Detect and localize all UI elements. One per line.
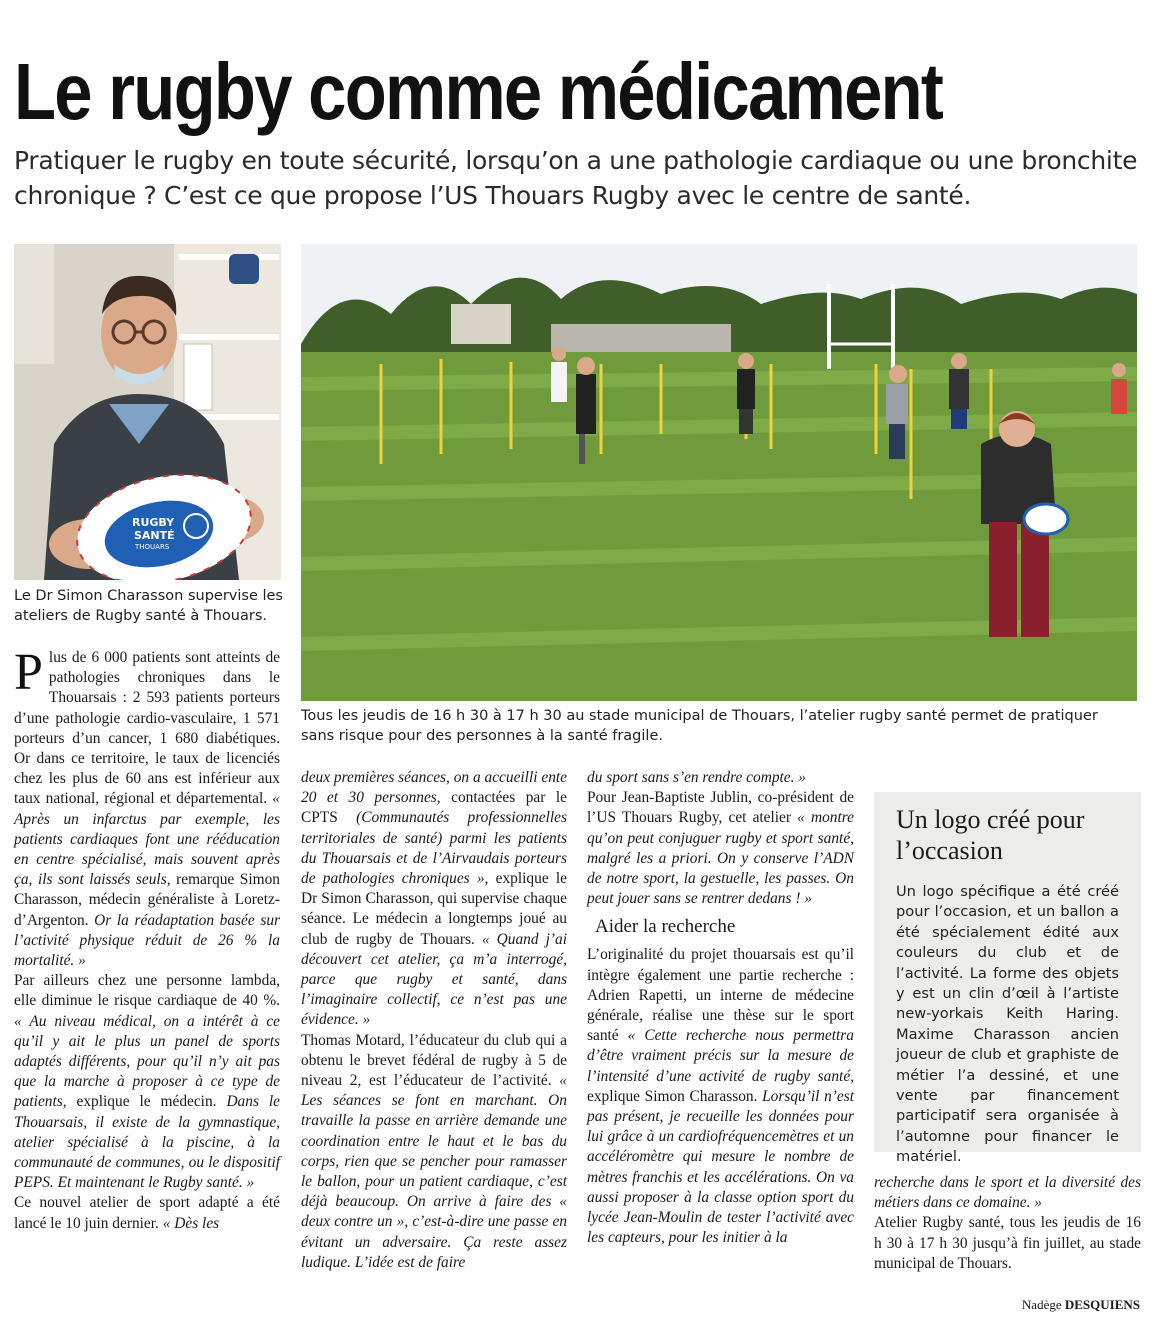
- sidebar-text: Un logo spécifique a été créé pour l’occasion, et un ballon a été spécialement édité aux couleurs du club et de l’activité. La forme des objets y est un clin d’œil à l’artiste new-yorkais Keith Haring. Maxime Charasson ancien joueur de club et graphiste de métier l’a dessiné, et une vente par financement participatif sera organisée à l’automne pour financer le matériel.: [896, 883, 1119, 1166]
- c3-p1: Pour Jean-Baptiste Jublin, co-président de l’US Thouars Rugby, cet atelier: [587, 789, 854, 827]
- byline-first: Nadège: [1021, 1297, 1062, 1312]
- c2-p1: contactées par le CPTS: [301, 789, 567, 827]
- dropcap: P: [14, 644, 43, 701]
- c2-p1-i: (Communautés professionnelles territoriales de santé): [301, 809, 567, 847]
- standfirst: Pratiquer le rugby en toute sécurité, lorsqu’on a une pathologie cardiaque ou une bronchite chronique ? C’est ce que propose l’US Thouars Rugby avec le centre de santé.: [14, 146, 1138, 210]
- ball-text-2: SANTÉ: [134, 529, 175, 542]
- subhead-recherche: Aider la recherche: [595, 916, 736, 938]
- headline: Le rugby comme médicament: [14, 47, 943, 136]
- c3-quote: du sport sans s’en rendre compte. »: [587, 769, 807, 786]
- c3-p2-end: explique Simon Charasson.: [587, 1087, 758, 1105]
- c3-p2-quote: « Cette recherche nous permettra d’être vraiment précis sur la mesure de l’intensité d’une activité de rugby santé,: [587, 1027, 854, 1085]
- sidebar-box: [874, 792, 1141, 1166]
- c1-p1: lus de 6 000 patients sont atteints de pathologies chroniques dans le Thouarsais : 2 593 patients porteurs d’une pathologie cardio-vasculaire, 1 571 porteurs d’un cancer, 1 680 diabétiques. Or dans ce territoire, le taux de licenciés chez les plus de 60 ans est inférieur aux taux national, régional et départemental.: [14, 649, 280, 808]
- c1-p2-quote2: Dans le Thouarsais, il existe de la gymnastique, atelier spécialisé à la piscine, à la communauté de communes, ou le dispositif PEPS. Et maintenant le Rugby santé. »: [14, 1093, 280, 1192]
- c1-p1-quote2: Or la réadaptation basée sur l’activité physique réduit de 26 % la mortalité. »: [14, 911, 280, 970]
- c2-p1-c: explique le Dr Simon Charasson, qui supervise chaque séance. Le médecin a longtemps joué au club de rugby de Thouars.: [301, 870, 567, 948]
- c3-p2-quote2: Lorsqu’il n’est pas présent, je recueille les données pour lui grâce à un cardiofréquencemètres et un accéléromètre qui mesure le nombre de mètres franchis et les accélérations. On va aussi proposer à la classe option sport du lycée Jean-Moulin de tester l’activité avec les capteurs, pour les initier à la: [587, 1087, 854, 1247]
- sidebar-title: Un logo créé pour l’occasion: [896, 805, 1085, 865]
- column-3: [587, 768, 854, 1248]
- byline: [1022, 1297, 1140, 1313]
- c1-p1-end: remarque Simon Charasson, médecin généraliste à Loretz-d’Argenton.: [14, 871, 280, 929]
- ball-text-3: THOUARS: [135, 543, 170, 551]
- ball-text-1: RUGBY: [132, 516, 175, 529]
- byline-last: DESQUIENS: [1064, 1297, 1140, 1312]
- caption-field: Tous les jeudis de 16 h 30 à 17 h 30 au stade municipal de Thouars, l’atelier rugby santé permet de pratiquer sans risque pour des personnes à la santé fragile.: [301, 708, 1098, 744]
- c1-p2-end: explique le médecin.: [66, 1093, 217, 1111]
- column-1: [14, 644, 281, 1234]
- column-2: [301, 768, 567, 1273]
- c1-p3: Ce nouvel atelier de sport adapté a été lancé le 10 juin dernier.: [14, 1194, 280, 1232]
- c2-p2-quote: « Les séances se font en marchant. On travaille la passe en arrière demande une coordination entre le haut et le bas du corps, rien que se pencher pour ramasser le ballon, pour un patient cardiaque, c’est déjà beaucoup. On arrive à faire des « deux contre un », c’est-à-dire une passe en évitant un adversaire. Ça reste assez ludique. L’idée est de faire: [301, 1072, 567, 1271]
- c2-quote: deux premières séances, on a accueilli ente 20 et 30 personnes,: [301, 769, 567, 807]
- c4-p1: Atelier Rugby santé, tous les jeudis de 16 h 30 à 17 h 30 jusqu’à fin juillet, au stade municipal de Thouars.: [874, 1214, 1141, 1272]
- column-4: [874, 1173, 1141, 1274]
- c1-p2-quote: « Au niveau médical, on a intérêt à ce qu’il y ait le plus un panel de sports adaptés différents, pour qu’il n’y ait pas que la marche à proposer à ce type de patients,: [14, 1012, 280, 1111]
- photo-doctor: [14, 244, 281, 580]
- c4-quote: recherche dans le sport et la diversité des métiers dans ce domaine. »: [874, 1174, 1141, 1212]
- c2-p1-b: parmi les patients du Thouarsais et de l’Airvaudais porteurs de pathologies chroniques »,: [301, 829, 567, 888]
- photo-field: [301, 244, 1137, 701]
- c1-p2: Par ailleurs chez une personne lambda, elle diminue le risque cardiaque de 40 %.: [14, 972, 280, 1010]
- c1-p1-quote: « Après un infarctus par exemple, les patients cardiaques font une rééducation en centre spécialisé, mais souvent après ça, ils sont laissés seuls,: [14, 790, 281, 889]
- c3-p1-quote: « montre qu’on peut conjuguer rugby et sport santé, malgré les a priori. On y conserve l’ADN de notre sport, la gestuelle, les passes. On peut jouer sans se rentrer dedans ! »: [587, 809, 854, 908]
- c2-p1-quote: « Quand j’ai découvert cet atelier, ça m’a interrogé, parce que rugby et santé, dans l’imaginaire collectif, ce n’est pas une évidence. »: [301, 930, 567, 1029]
- c3-p2: L’originalité du projet thouarsais est qu’il intègre également une partie recherche : Adrien Rapetti, un interne de médecine générale, réalise une thèse sur le sport santé: [587, 946, 854, 1045]
- c2-p2: Thomas Motard, l’éducateur du club qui a obtenu le brevet fédéral de rugby à 5 de niveau 2, est l’éducateur de l’activité.: [301, 1031, 567, 1090]
- c1-p3-quote: « Dès les: [158, 1214, 220, 1232]
- caption-doctor: Le Dr Simon Charasson supervise les ateliers de Rugby santé à Thouars.: [14, 588, 283, 624]
